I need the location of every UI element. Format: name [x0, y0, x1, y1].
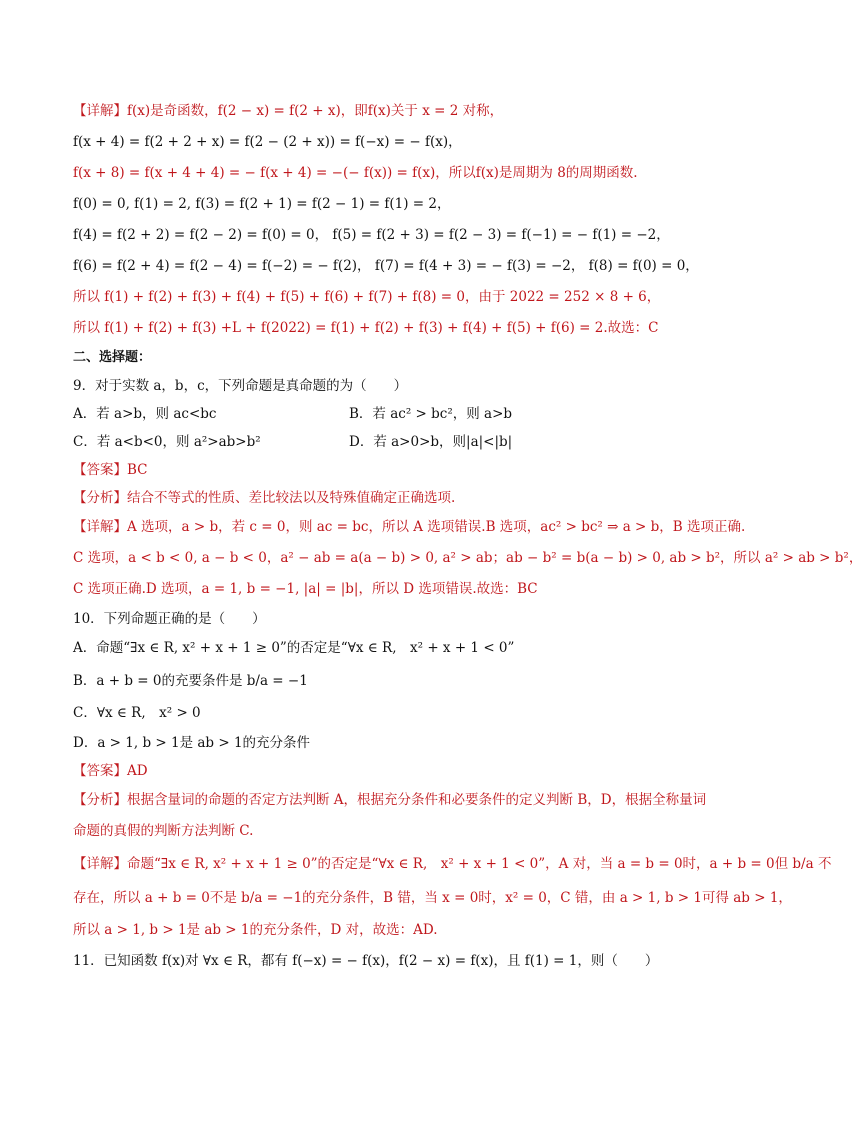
q9-detail-2: C 选项，a < b < 0, a − b < 0，a² − ab = a(a − b) > 0, a² > ab；ab − b² = b(a − b) > 0, ab > b²，所以 a² > ab > b²， — [73, 550, 862, 566]
q9-options-row-1 — [73, 400, 723, 428]
q10-option-c: C．∀x ∈ R, x² > 0 — [73, 705, 201, 721]
q9-option-a: A．若 a>b，则 ac<bc — [73, 406, 217, 422]
answer-value: AD — [127, 763, 148, 779]
detail-tag: 【详解】 — [73, 103, 127, 119]
q11-stem: 11．已知函数 f(x)对 ∀x ∈ R，都有 f(−x) = − f(x)，f(2 − x) = f(x)，且 f(1) = 1，则（ ） — [73, 953, 659, 969]
q10-analysis-2: 命题的真假的判断方法判断 C. — [73, 823, 254, 839]
q10-analysis-1: 【分析】根据含量词的命题的否定方法判断 A，根据充分条件和必要条件的定义判断 B，D，根据全称量词 — [73, 792, 707, 808]
q9-analysis — [73, 484, 723, 512]
q9-option-d: D．若 a>0>b，则|a|<|b| — [349, 434, 513, 450]
q9-detail-1: 【详解】A 选项，a > b，若 c = 0，则 ac = bc，所以 A 选项错误.B 选项，ac² > bc² ⇒ a > b，B 选项正确. — [73, 519, 746, 535]
q10-detail-1: 【详解】命题“∃x ∈ R, x² + x + 1 ≥ 0”的否定是“∀x ∈ R, x² + x + 1 < 0”，A 对，当 a = b = 0时，a + b = 0但 b/a 不 — [73, 856, 832, 872]
solution-line-1 — [73, 96, 723, 127]
solution-line-7: 所以 f(1) + f(2) + f(3) + f(4) + f(5) + f(6) + f(7) + f(8) = 0，由于 2022 = 252 × 8 + 6， — [73, 289, 661, 305]
solution-line-2: f(x + 4) = f(2 + 2 + x) = f(2 − (2 + x)) = f(−x) = − f(x)， — [73, 134, 462, 150]
q10-option-b: B．a + b = 0的充要条件是 b/a = −1 — [73, 673, 308, 689]
analysis-tag: 【分析】 — [73, 792, 127, 808]
solution-line-6: f(6) = f(2 + 4) = f(2 − 4) = f(−2) = − f(2)， f(7) = f(4 + 3) = − f(3) = −2， f(8) = f(0) = 0， — [73, 258, 699, 274]
q9-option-c: C．若 a<b<0，则 a²>ab>b² — [73, 434, 261, 450]
q9-answer — [73, 456, 723, 484]
answer-value: BC — [127, 462, 148, 478]
detail-tag: 【详解】 — [73, 519, 127, 535]
answer-tag: 【答案】 — [73, 763, 127, 779]
q10-answer — [73, 757, 723, 785]
q10-stem: 10．下列命题正确的是（ ） — [73, 611, 266, 627]
q9-stem: 9．对于实数 a，b，c，下列命题是真命题的为（ ） — [73, 378, 408, 394]
solution-line-5: f(4) = f(2 + 2) = f(2 − 2) = f(0) = 0， f(5) = f(2 + 3) = f(2 − 3) = f(−1) = − f(1) = −2， — [73, 227, 670, 243]
solution-text: f(x)是奇函数，f(2 − x) = f(2 + x)，即f(x)关于 x = 2 对称， — [127, 103, 504, 119]
detail-tag: 【详解】 — [73, 856, 127, 872]
q9-options-row-2 — [73, 428, 723, 456]
answer-tag: 【答案】 — [73, 462, 127, 478]
q9-detail-3: C 选项正确.D 选项，a = 1, b = −1, |a| = |b|，所以 D 选项错误.故选：BC — [73, 581, 538, 597]
solution-line-3: f(x + 8) = f(x + 4 + 4) = − f(x + 4) = −(− f(x)) = f(x)，所以f(x)是周期为 8的周期函数. — [73, 165, 638, 181]
analysis-tag: 【分析】 — [73, 490, 127, 506]
q9-option-b: B．若 ac² > bc²，则 a>b — [349, 406, 513, 422]
section-title: 二、选择题： — [73, 350, 152, 365]
solution-line-8: 所以 f(1) + f(2) + f(3) +L + f(2022) = f(1) + f(2) + f(3) + f(4) + f(5) + f(6) = 2.故选：C — [73, 320, 659, 336]
solution-line-4: f(0) = 0, f(1) = 2, f(3) = f(2 + 1) = f(2 − 1) = f(1) = 2， — [73, 196, 451, 212]
q10-detail-2: 存在，所以 a + b = 0不是 b/a = −1的充分条件，B 错，当 x = 0时，x² = 0，C 错，由 a > 1, b > 1可得 ab > 1， — [73, 890, 792, 906]
document-page — [73, 96, 862, 977]
q10-detail-3: 所以 a > 1, b > 1是 ab > 1的充分条件，D 对，故选：AD. — [73, 922, 438, 938]
q10-option-d: D．a > 1, b > 1是 ab > 1的充分条件 — [73, 735, 311, 751]
analysis-text: 结合不等式的性质、差比较法以及特殊值确定正确选项. — [127, 490, 456, 506]
q10-option-a: A．命题“∃x ∈ R, x² + x + 1 ≥ 0”的否定是“∀x ∈ R, x² + x + 1 < 0” — [73, 640, 515, 656]
